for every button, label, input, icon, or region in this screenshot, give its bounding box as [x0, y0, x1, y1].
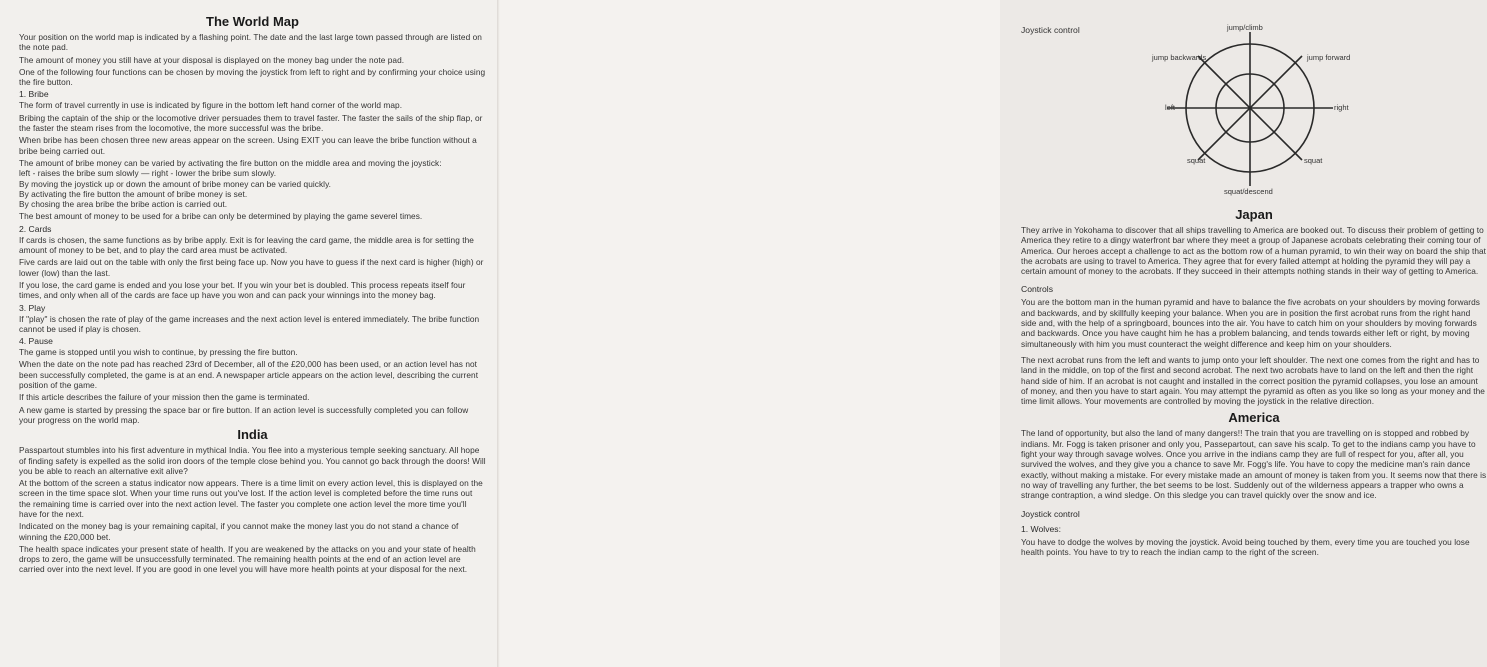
america-paragraph: The land of opportunity, but also the land of many dangers!! The train that you are travelling on is stopped and robbed by indians. Mr. Fogg is taken prisoner and only you, Passepartout, can save his scalp. To get to the indians camp you have to fight your way through savage wolves. Once you arrive in the indians camp they are full of respect for you, after all, you survived the wolves, and they give you a chance to save Mr. Fogg's life. You have to copy the medicine man's rain dance exactly, without making a mistake. For every mistake made an amount of money is taken from you. It seems now that there is no way of travelling any further, the bet seems to be lost. Suddenly out of the wilderness appears a trapper who owns a strange contraption, a wind sledge. On this sledge you can travel quickly over the snow and ice.	[1021, 428, 1487, 501]
pause-paragraph: When the date on the note pad has reached 23rd of December, all of the £20,000 has been used, or an action level has not been successfully completed, the game is at an end. A newspaper article appears on the action level, describing the current position of the game.	[19, 359, 479, 391]
play-paragraph: If "play" is chosen the rate of play of the game increases and the next action level is entered immediately. The bribe function cannot be used if play is chosen.	[19, 313, 480, 334]
india-paragraph: The health space indicates your present state of health. If you are weakened by the attacks on you and your state of health drops to zero, the game will be unsuccessfully terminated. The remaining health points at the end of an action level are carried over into the next level. If you are good in one level you will have more health points at your disposal for the next.	[19, 543, 476, 575]
bribe-instruction: By chosing the area bribe the bribe action is carried out.	[19, 199, 228, 210]
bribe-instruction: By activating the fire button the amount of bribe money is set.	[19, 188, 248, 199]
play-heading: 3. Play	[19, 302, 46, 313]
cards-paragraph: If cards is chosen, the same functions as by bribe apply. Exit is for leaving the card game, the middle area is for setting the amount of money to be bet, and to play the card area must be activated.	[19, 234, 474, 256]
joystick-compass	[1021, 22, 1487, 206]
bribe-paragraph: The form of travel currently in use is indicated by figure in the bottom left hand corner of the world map.	[19, 100, 403, 111]
japan-title: Japan	[1235, 207, 1273, 222]
joystick-label-up-right: jump forward	[1307, 53, 1351, 62]
world-map-title: The World Map	[206, 14, 299, 29]
bribe-paragraph: When bribe has been chosen three new areas appear on the screen. Using EXIT you can leave the bribe function without a bribe being carried out.	[19, 135, 477, 156]
joystick-label-down-left: squat	[1187, 156, 1206, 165]
bribe-paragraph: The best amount of money to be used for a bribe can only be determined by playing the game severel times.	[19, 211, 423, 222]
world-map-paragraph: One of the following four functions can be chosen by moving the joystick from left to right and by confirming your choice using the fire button.	[19, 66, 486, 88]
cards-paragraph: Five cards are laid out on the table with only the first being face up. Now you have to guess if the next card is higher (high) or lower (low) than the last.	[19, 257, 484, 278]
joystick-diagram	[1021, 22, 1487, 206]
world-map-paragraph: Your position on the world map is indicated by a flashing point. The date and the last large town passed through are listed on the note pad.	[19, 32, 482, 53]
pause-paragraph: If this article describes the failure of your mission then the game is terminated.	[19, 392, 310, 403]
left-page	[0, 0, 500, 667]
right-column	[1021, 22, 1487, 559]
pause-paragraph: The game is stopped until you wish to continue, by pressing the fire button.	[19, 347, 298, 358]
controls-heading: Controls	[1021, 284, 1053, 295]
india-paragraph: At the bottom of the screen a status indicator now appears. There is a time limit on every action level, this is displayed on the screen in the time space slot. When your time runs out you've lost. If the action level is completed before the time runs out the remaining time is carried over into the next action level. The faster you complete one action level the more time you'll have for the next.	[19, 478, 483, 519]
bribe-instruction: By moving the joystick up or down the amount of bribe money can be varied quickly.	[19, 178, 332, 189]
joystick-label-down: squat/descend	[1224, 187, 1273, 196]
joystick-label-down-right: squat	[1304, 156, 1323, 165]
joystick-label-right: right	[1334, 103, 1349, 112]
cards-paragraph: If you lose, the card game is ended and you lose your bet. If you win your bet is doubled. This process repeats itself four times, and only when all of the cards are face up have you won and can pack your winnings into the money bag.	[19, 279, 466, 301]
left-column	[19, 14, 486, 577]
india-paragraph: Passpartout stumbles into his first adventure in mythical India. You flee into a mysterious temple seeking sanctuary. All hope of finding safety is expelled as the solid iron doors of the temple close behind you. You cannot go back through the doors! Will you be able to reach an alternative exit alive?	[19, 445, 486, 476]
right-page	[500, 0, 1487, 667]
controls-paragraph: The next acrobat runs from the left and wants to jump onto your left shoulder. The next one comes from the right and has to land in the middle, on top of the first and second acrobat. The next two acrobats have to land on the left and then the right hand side of him. If an acrobat is not caught and installed in the correct position the pyramid collapses, you lose an amount of money, and then you have to start again. You may attempt the pyramid as often as you like so long as your money and the time limit allows. Your movements are controlled by moving the joystick in the relative direction.	[1021, 354, 1485, 407]
cards-heading: 2. Cards	[19, 223, 52, 234]
india-paragraph: Indicated on the money bag is your remaining capital, if you cannot make the money last you do not stand a chance of winning the £20,000 bet.	[19, 521, 459, 542]
joystick-label-up-left: jump backwards	[1152, 53, 1207, 62]
japan-paragraph: They arrive in Yokohama to discover that all ships travelling to America are booked out. To discuss their problem of getting to America they retire to a dingy waterfront bar where they meet a group of Japanese acrobats celebrating their coming tour of America. Our heroes accept a challenge to act as the bottom row of a human pyramid, to win their way on board the ship that the acrobats are using to travel to America. They agree that for every failed attempt at holding the pyramid they will pay a certain amount of money to the acrobats. If they succeed in their attempts nothing stands in their way of getting to America.	[1021, 225, 1487, 277]
bribe-instruction: left - raises the bribe sum slowly — right - lower the bribe sum slowly.	[19, 168, 277, 179]
joystick-control-heading: Joystick control	[1021, 25, 1080, 35]
controls-paragraph: You are the bottom man in the human pyramid and have to balance the five acrobats on your shoulders by moving forwards and backwards, and by skillfully keeping your balance. When you are in position the first acrobat runs from the right hand side and, with the help of a springboard, bounces into the air. You have to catch him on your shoulders by moving forwards and backwards. Once you have caught him he has a problem balancing, and tends towards either left or right, by moving simultaneously with him you must counteract the weight difference and keep him on your shoulders.	[1021, 297, 1480, 349]
pause-heading: 4. Pause	[19, 336, 53, 347]
joystick-label-up: jump/climb	[1227, 23, 1263, 32]
bribe-paragraph: The amount of bribe money can be varied by activating the fire button on the middle area and moving the joystick:	[19, 157, 442, 168]
bribe-heading: 1. Bribe	[19, 89, 49, 100]
wolves-heading: 1. Wolves:	[1021, 523, 1061, 534]
america-joystick-heading: Joystick control	[1021, 508, 1080, 519]
america-title: America	[1228, 410, 1280, 426]
joystick-label-left: left	[1165, 103, 1176, 112]
wolves-paragraph: You have to dodge the wolves by moving the joystick. Avoid being touched by them, every time you are touched you lose health points. You have to try to reach the indian camp to the right of the screen.	[1021, 536, 1470, 557]
world-map-paragraph: The amount of money you still have at your disposal is displayed on the money bag under the note pad.	[19, 54, 405, 65]
india-title: India	[237, 427, 268, 443]
bribe-paragraph: Bribing the captain of the ship or the locomotive driver persuades them to travel faster. The faster the sails of the ship flap, or the faster the steam rises from the locomotive, the more successful was the bribe.	[19, 112, 483, 134]
pause-paragraph: A new game is started by pressing the space bar or fire button. If an action level is successfully completed you can follow your progress on the world map.	[19, 404, 469, 425]
